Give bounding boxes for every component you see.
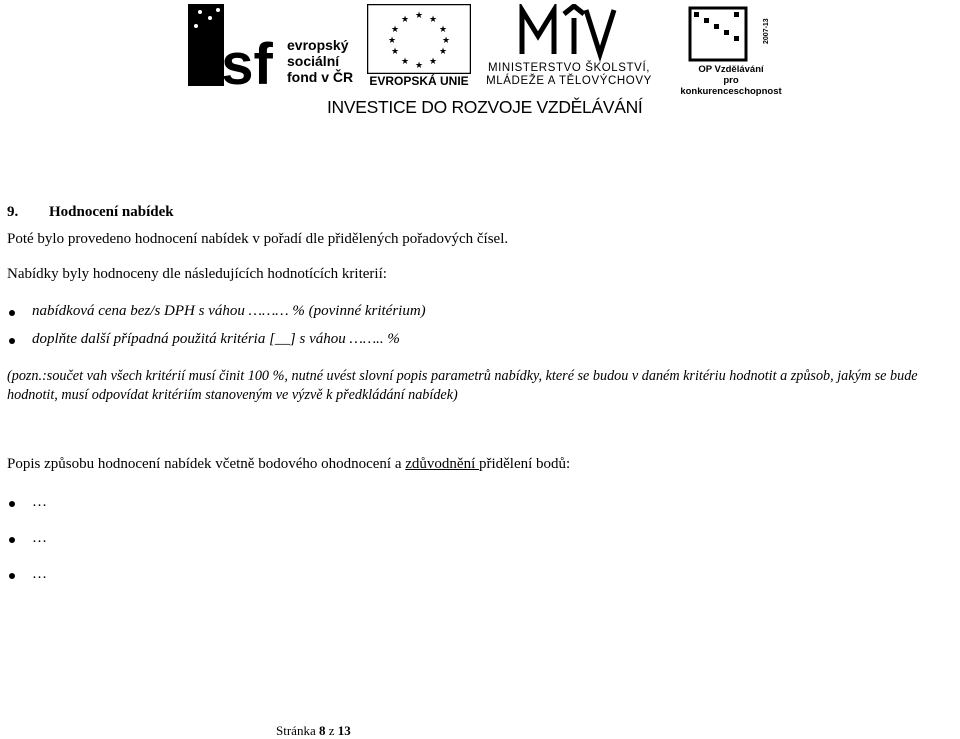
svg-text:★: ★ [438,25,448,35]
svg-text:★: ★ [428,57,438,67]
criteria-item-text: doplňte další případná použitá kritéria [__] s váhou …….. % [32,331,400,347]
page-current: 8 [318,723,326,738]
op-logo [676,4,786,97]
svg-text:★: ★ [400,15,410,25]
esf-logo-line: fond v ČR [287,69,354,85]
method-underlined: zdůvodnění [405,456,479,472]
msmt-logo-line: MINISTERSTVO ŠKOLSTVÍ, [487,62,651,74]
svg-text:★: ★ [438,47,448,57]
msmt-logo-line: MLÁDEŽE A TĚLOVÝCHOVY [486,75,652,87]
header-tagline: INVESTICE DO ROZVOJE VZDĚLÁVÁNÍ [327,97,643,117]
bullet-icon [9,537,15,543]
placeholder-text: … [32,494,47,510]
esf-logo-line: evropský [287,37,349,53]
method-description [7,456,570,473]
svg-text:esf: esf [189,32,273,90]
svg-text:★: ★ [428,15,438,25]
eu-flag-logo [367,4,471,90]
svg-text:★: ★ [400,57,410,67]
criteria-item-text: nabídková cena bez/s DPH s váhou ……… % (povinné kritérium) [32,303,426,319]
bullet-icon [9,338,15,344]
method-prefix: Popis způsobu hodnocení nabídek včetně bodového ohodnocení a [7,456,406,472]
section-title: Hodnocení nabídek [49,204,174,220]
eu-logo-label: EVROPSKÁ UNIE [369,74,469,88]
bullet-icon [9,573,15,579]
page-total: 13 [337,723,351,738]
paragraph-evaluation-order: Poté bylo provedeno hodnocení nabídek v pořadí dle přidělených pořadových čísel. [7,231,509,247]
page-label: Stránka [276,723,316,738]
svg-text:★: ★ [414,11,424,21]
msmt-emblem-icon [478,4,660,62]
esf-logo [188,4,360,90]
msmt-logo [478,4,660,90]
page-separator: z [328,723,335,738]
section-number: 9. [7,204,19,220]
op-logo-line: pro konkurenceschopnost [680,75,782,97]
op-logo-line: OP Vzdělávání [698,64,764,75]
bullet-icon [9,501,15,507]
method-suffix: přidělení bodů: [478,456,571,472]
placeholder-text: … [32,566,47,582]
placeholder-text: … [32,530,47,546]
weights-note: (pozn.:součet vah všech kritérií musí činit 100 %, nutné uvést slovní popis parametrů nabídky, které se budou v daném kritériu hodnotit a způsob, jakým se bude hodnotit, musí odpovídat kritériím stanoveným ve výzvě k předkládání nabídek) [7,368,918,403]
esf-logo-line: sociální [287,53,340,69]
svg-text:★: ★ [441,36,451,46]
paragraph-criteria-intro: Nabídky byly hodnoceny dle následujících hodnotících kriterií: [7,266,387,282]
op-logo-years: 2007-13 [763,18,770,44]
eu-flag-icon [367,4,471,74]
svg-text:★: ★ [390,25,400,35]
svg-text:★: ★ [387,36,397,46]
section-heading [7,204,174,221]
bullet-icon [9,310,15,316]
svg-text:★: ★ [414,61,424,71]
header-logos [0,0,960,125]
svg-text:★: ★ [390,47,400,57]
op-emblem-icon [676,4,786,64]
